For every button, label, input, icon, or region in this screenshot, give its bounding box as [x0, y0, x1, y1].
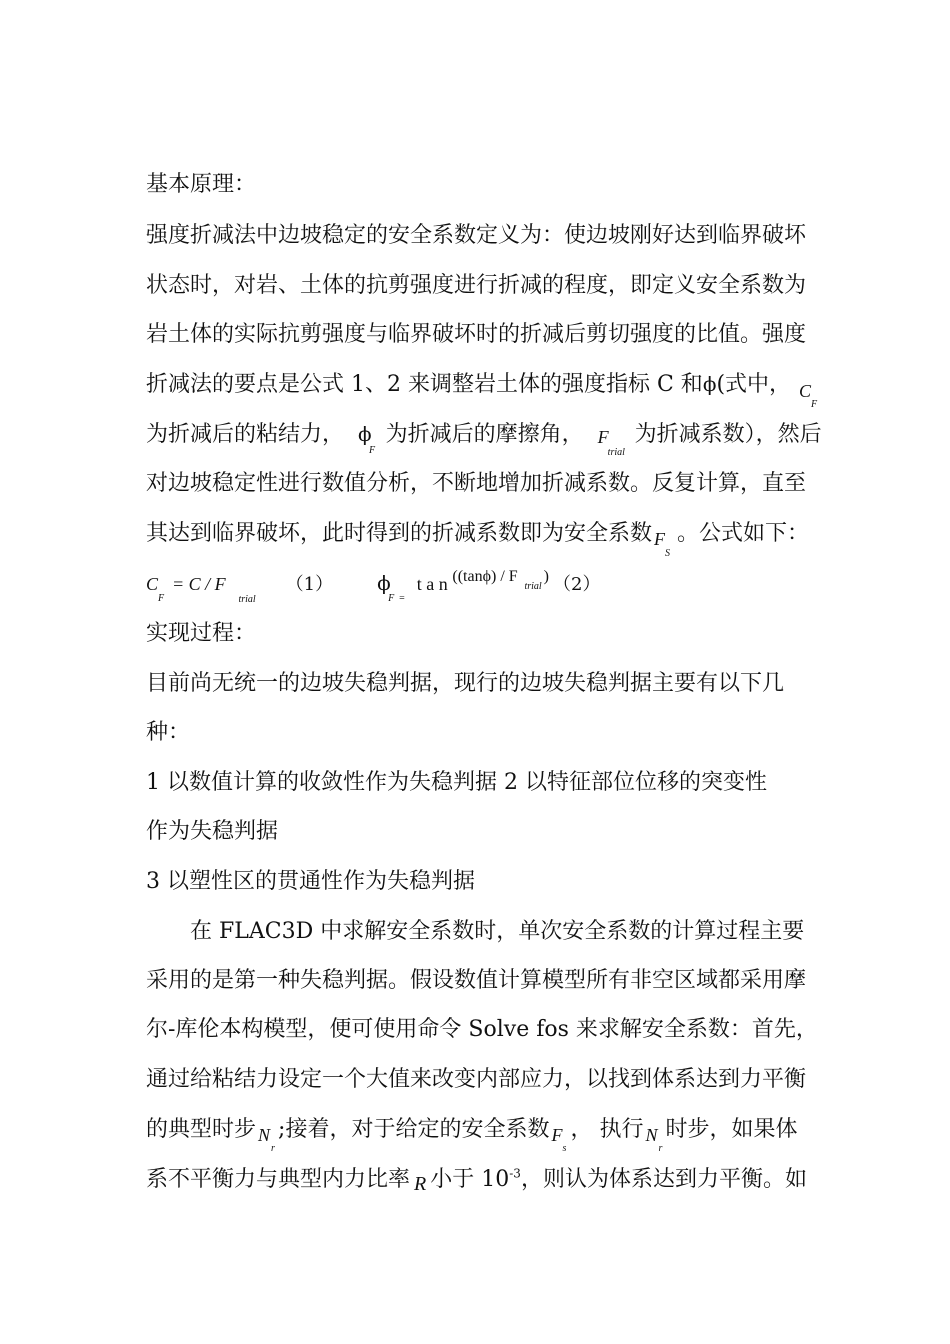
text-segment: ，则认为体系达到力平衡。如: [520, 1167, 807, 1192]
text-segment: ;接着，对于给定的安全系数: [278, 1117, 550, 1142]
math-symbol: N: [645, 1125, 658, 1145]
text-line: 尔-库伦本构模型，便可使用命令 Solve fos 来求解安全系数：首先，: [146, 1017, 818, 1042]
text-segment: 折减法的要点是公式 1、2 来调整岩土体的强度指标 C 和: [146, 372, 703, 397]
text-line: 强度折减法中边坡稳定的安全系数定义为：使边坡刚好达到临界破坏: [146, 223, 807, 248]
exponent-text: ((tanϕ) / F: [452, 568, 518, 585]
text-line: [146, 369, 818, 410]
text-line: 实现过程：: [146, 621, 257, 646]
phi-symbol: ϕ: [358, 422, 372, 446]
math-subscript: r: [658, 1143, 663, 1154]
text-line: 1 以数值计算的收敛性作为失稳判据 2 以特征部位位移的突变性: [146, 770, 767, 795]
math-equals: =: [399, 593, 405, 604]
exponent-close: ): [543, 568, 549, 585]
text-segment: 。公式如下：: [677, 521, 810, 546]
text-line: 基本原理：: [146, 172, 257, 197]
math-symbol: C: [799, 381, 812, 401]
text-line: 状态时，对岩、土体的抗剪强度进行折减的程度，即定义安全系数为: [146, 273, 807, 298]
math-symbol: F: [597, 427, 609, 447]
text-line: [146, 519, 810, 559]
math-symbol: N: [258, 1125, 271, 1145]
text-segment: 为折减后的粘结力，: [146, 422, 345, 447]
text-segment: 小于 10: [430, 1167, 510, 1192]
text-line: 通过给粘结力设定一个大值来改变内部应力，以找到体系达到力平衡: [146, 1067, 807, 1092]
math-fs: [551, 1120, 567, 1154]
text-segment: (式中，: [716, 372, 792, 397]
formula-1: [146, 569, 165, 604]
math-symbol: F: [551, 1125, 563, 1145]
math-cf: [799, 376, 818, 410]
formula-line: [146, 568, 601, 605]
math-subscript: F: [811, 399, 818, 410]
phi-symbol: ϕ: [702, 372, 717, 396]
math-nr: [645, 1120, 663, 1154]
formula-2-exponent: [452, 562, 542, 592]
math-subscript: r: [271, 1143, 275, 1154]
formula-equation: = C / F: [172, 574, 226, 594]
text-line: 3 以塑性区的贯通性作为失稳判据: [146, 869, 475, 894]
text-segment: 系不平衡力与典型内力比率: [146, 1167, 411, 1192]
formula-number: （1）: [285, 574, 334, 595]
text-line: 种：: [146, 720, 191, 745]
math-symbol: F: [654, 529, 666, 549]
math-r: R: [414, 1173, 427, 1195]
math-subscript: S: [665, 548, 671, 559]
formula-1-rhs: [172, 569, 256, 605]
math-subscript: F: [158, 593, 165, 604]
tan-function: t a n: [416, 574, 448, 594]
text-segment: ， 执行: [570, 1117, 644, 1142]
text-line: [146, 419, 822, 458]
text-segment: 为折减后的摩擦角，: [385, 422, 584, 447]
text-segment: 的典型时步: [146, 1117, 257, 1142]
text-segment: 其达到临界破坏，此时得到的折减系数即为安全系数: [146, 521, 653, 546]
text-line: 岩土体的实际抗剪强度与临界破坏时的折减后剪切强度的比值。强度: [146, 322, 807, 347]
text-line: 目前尚无统一的边坡失稳判据，现行的边坡失稳判据主要有以下几: [146, 671, 785, 696]
math-subscript: F: [369, 445, 376, 456]
math-fs: [654, 524, 671, 559]
text-line: 对边坡稳定性进行数值分析，不断地增加折减系数。反复计算，直至: [146, 471, 807, 496]
math-subscript: F: [388, 593, 395, 604]
text-line: 采用的是第一种失稳判据。假设数值计算模型所有非空区域都采用摩: [146, 968, 807, 993]
math-f-trial: [597, 422, 625, 458]
math-subscript: trial: [524, 581, 542, 592]
math-subscript: trial: [607, 447, 625, 458]
text-line: [146, 1165, 807, 1195]
text-segment: 时步，如果体: [665, 1117, 798, 1142]
math-subscript: s: [562, 1143, 567, 1154]
math-phi-f: [358, 419, 376, 456]
formula-2: [377, 568, 405, 604]
phi-symbol: ϕ: [377, 571, 391, 595]
text-line: [146, 1115, 798, 1154]
math-subscript: trial: [238, 594, 256, 605]
formula-number: （2）: [553, 574, 601, 595]
text-segment: 为折减系数），然后: [634, 422, 822, 447]
text-line: 作为失稳判据: [146, 819, 279, 844]
math-symbol: C: [146, 574, 159, 594]
exponent: -3: [509, 1166, 521, 1181]
text-line: 在 FLAC3D 中求解安全系数时，单次安全系数的计算过程主要: [190, 919, 805, 944]
math-nr: [258, 1120, 275, 1154]
